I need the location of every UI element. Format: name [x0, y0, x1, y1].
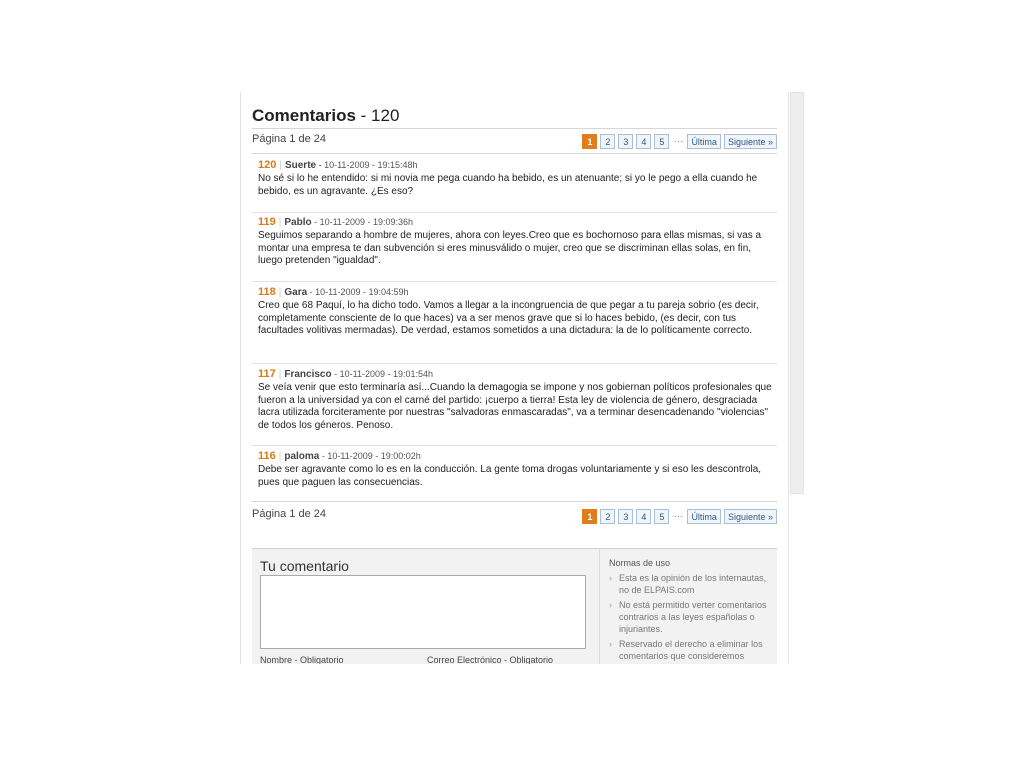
- page-button-1[interactable]: 1: [582, 134, 597, 149]
- comment-header: 117 | Francisco - 10-11-2009 - 19:01:54h: [258, 368, 434, 380]
- comment-date: - 10-11-2009 - 19:00:02h: [319, 451, 421, 461]
- comment-number: 117: [258, 368, 276, 380]
- comment-author: Francisco: [284, 369, 332, 380]
- page-button-4[interactable]: 4: [636, 134, 651, 149]
- comment-form: [252, 548, 777, 664]
- page-indicator-bottom: Página 1 de 24: [252, 508, 327, 520]
- comment-divider: [252, 212, 777, 213]
- comment-author: Pablo: [284, 217, 312, 228]
- comment-header: 120 | Suerte - 10-11-2009 - 19:15:48h: [258, 159, 418, 171]
- name-field-label: Nombre - Obligatorio: [260, 655, 344, 664]
- rule-item: [609, 599, 775, 635]
- title-dash: -: [355, 106, 372, 125]
- comment-text: Se veía venir que esto terminaría así...Cuando la demagogia se impone y nos gobiernan políticos profesionales que fueron a la universidad ya con el carné del partido: ¡cuerpo a tierra! Esta ley de violencia de género, desgraciada lacra utilizada forciteramente por nuestras "salvadoras enmascaradas", va a terminar desencadenando "violencias" de todos los géneros. Penoso.: [258, 382, 772, 431]
- next-page-button[interactable]: Siguiente »: [724, 509, 777, 524]
- divider: [252, 153, 777, 154]
- scrollbar[interactable]: [790, 92, 804, 494]
- comment-text: Debe ser agravante como lo es en la conducción. La gente toma drogas voluntariamente y si eso les descontrola, pues que paguen las consecuencias.: [258, 464, 762, 488]
- comment-date: - 10-11-2009 - 19:01:54h: [331, 369, 434, 379]
- comment-text: Seguimos separando a hombre de mujeres, ahora con leyes.Creo que es bochornoso para ellas mismas, si vas a montar una empresa te dan subvención si eres minusválido o mujer, creo que se discriminan ellas solas, en fin, luego pretenden "igualdad".: [258, 230, 762, 266]
- chevron-right-icon: ›: [609, 639, 612, 649]
- email-field-label: Correo Electrónico - Obligatorio: [427, 655, 554, 664]
- comment-divider: [252, 445, 777, 446]
- pagination-top: [582, 134, 777, 149]
- pagination-bottom: [582, 509, 777, 524]
- pagination-ellipsis: ···: [673, 136, 684, 147]
- comment-author: Suerte: [284, 160, 317, 171]
- last-page-button[interactable]: Última: [687, 509, 721, 524]
- rule-text: No está permitido verter comentarios contrarios a las leyes españolas o injuriantes.: [619, 600, 767, 634]
- page-button-2[interactable]: 2: [600, 134, 615, 149]
- title-text: Comentarios: [252, 106, 356, 125]
- comment-header: 118 | Gara - 10-11-2009 - 19:04:59h: [258, 286, 409, 298]
- comment-form-title: Tu comentario: [260, 558, 349, 574]
- page-title: [252, 106, 399, 126]
- page-button-1[interactable]: 1: [582, 509, 597, 524]
- page-button-5[interactable]: 5: [654, 509, 669, 524]
- page-button-4[interactable]: 4: [636, 509, 651, 524]
- comment-date: - 10-11-2009 - 19:09:36h: [311, 217, 413, 227]
- chevron-right-icon: ›: [609, 600, 612, 610]
- rule-text: Esta es la opinión de los internautas, no de ELPAIS.com: [619, 573, 767, 595]
- comment-date: - 10-11-2009 - 19:04:59h: [307, 287, 409, 297]
- comment-divider: [252, 363, 777, 364]
- page-button-5[interactable]: 5: [654, 134, 669, 149]
- comment-header: 116 | paloma - 10-11-2009 - 19:00:02h: [258, 450, 421, 462]
- comment-divider: [252, 281, 777, 282]
- comment-number: 116: [258, 450, 276, 462]
- page-button-3[interactable]: 3: [618, 509, 633, 524]
- usage-rules: [599, 549, 778, 664]
- comments-panel: [240, 92, 789, 664]
- comment-text: Creo que 68 Paquí, lo ha dicho todo. Vamos a llegar a la incongruencia de que pegar a tu pareja sobrio (es decir, completamente consciente de lo que haces) va a ser menos grave que si lo haces bebido, (es decir, con tus facultades volitivas mermadas). De verdad, estamos sometidos a una dictadura: la de lo políticamente correcto.: [258, 300, 759, 336]
- comment-count: 120: [371, 106, 400, 125]
- last-page-button[interactable]: Última: [687, 134, 721, 149]
- rule-item: [609, 638, 775, 662]
- comment-date: - 10-11-2009 - 19:15:48h: [316, 160, 418, 170]
- comment-text: No sé si lo he entendido: si mi novia me pega cuando ha bebido, es un atenuante; si yo le pego a ella cuando he bebido, es un agravante. ¿Es eso?: [258, 173, 758, 197]
- comment-header: 119 | Pablo - 10-11-2009 - 19:09:36h: [258, 216, 413, 228]
- rules-title: Normas de uso: [609, 558, 671, 568]
- comment-author: Gara: [284, 287, 308, 298]
- page-button-3[interactable]: 3: [618, 134, 633, 149]
- rule-item: [609, 572, 775, 596]
- comment-number: 119: [258, 216, 276, 228]
- comment-textarea[interactable]: [260, 575, 586, 649]
- chevron-right-icon: ›: [609, 573, 612, 583]
- divider: [252, 128, 777, 129]
- divider: [252, 501, 777, 502]
- rule-text: Reservado el derecho a eliminar los comentarios que consideremos: [619, 639, 763, 661]
- page-button-2[interactable]: 2: [600, 509, 615, 524]
- next-page-button[interactable]: Siguiente »: [724, 134, 777, 149]
- page-indicator-top: Página 1 de 24: [252, 133, 327, 145]
- comment-number: 120: [258, 159, 277, 171]
- comment-number: 118: [258, 286, 276, 298]
- pagination-ellipsis: ···: [673, 511, 684, 522]
- comment-author: paloma: [284, 451, 320, 462]
